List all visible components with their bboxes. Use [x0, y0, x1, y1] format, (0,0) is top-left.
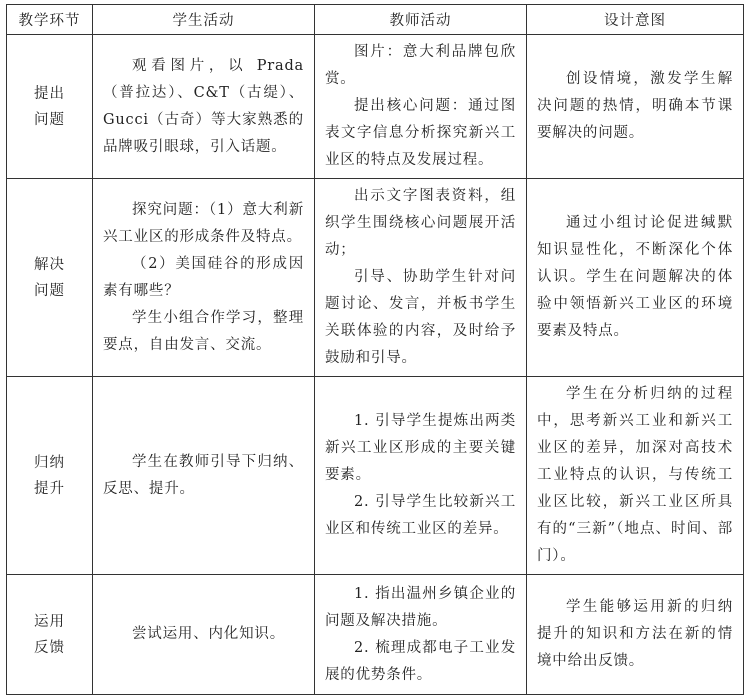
stage-cell — [7, 35, 93, 179]
design-intent-cell — [527, 35, 744, 179]
student-activity-cell — [93, 35, 315, 179]
paragraph: 学生小组合作学习，整理要点，自由发言、交流。 — [103, 309, 304, 353]
stage-line: 问题 — [34, 111, 65, 128]
stage-cell — [7, 377, 93, 575]
design-intent-cell — [527, 179, 744, 377]
paragraph: 2. 引导学生比较新兴工业区和传统工业区的差异。 — [325, 494, 516, 537]
header-design-intent: 设计意图 — [527, 5, 744, 35]
paragraph: 学生在分析归纳的过程中，思考新兴工业和新兴工业区的差异，加深对高技术工业特点的认识，与传统工业区比较，新兴工业区所具有的“三新”（地点、时间、部门）。 — [537, 386, 733, 564]
paragraph: 学生能够运用新的归纳提升的知识和方法在新的情境中给出反馈。 — [537, 599, 733, 669]
stage-line: 问题 — [34, 282, 65, 299]
stage-line: 归纳 — [34, 454, 65, 471]
paragraph: 提出核心问题：通过图表文字信息分析探究新兴工业区的特点及发展过程。 — [325, 98, 516, 168]
paragraph: 尝试运用、内化知识。 — [132, 626, 285, 642]
paragraph: 1. 指出温州乡镇企业的问题及解决措施。 — [325, 585, 516, 629]
paragraph: 创设情境，激发学生解决问题的热情，明确本节课要解决的问题。 — [537, 71, 733, 141]
stage-line: 运用 — [34, 613, 65, 630]
student-activity-cell — [93, 179, 315, 377]
header-row — [7, 5, 744, 35]
header-teacher-activity: 教师活动 — [315, 5, 527, 35]
table-row — [7, 575, 744, 695]
design-intent-cell — [527, 377, 744, 575]
stage-line: 解决 — [34, 256, 65, 273]
stage-cell — [7, 179, 93, 377]
paragraph: 观看图片，以 Prada（普拉达）、C&T（古缇）、Gucci（古奇）等大家熟悉的品牌吸引眼球，引入话题。 — [103, 57, 304, 155]
table-row — [7, 35, 744, 179]
student-activity-cell — [93, 377, 315, 575]
paragraph: 通过小组讨论促进缄默知识显性化，不断深化个体认识。学生在问题解决的体验中领悟新兴工业区的环境要素及特点。 — [537, 215, 733, 339]
stage-line: 提出 — [34, 85, 65, 102]
teacher-activity-cell — [315, 179, 527, 377]
table-row — [7, 377, 744, 575]
stage-cell — [7, 575, 93, 695]
header-student-activity: 学生活动 — [93, 5, 315, 35]
paragraph: 引导、协助学生针对问题讨论、发言，并板书学生关联体验的内容，及时给予鼓励和引导。 — [325, 269, 516, 366]
paragraph: （2）美国硅谷的形成因素有哪些？ — [103, 255, 304, 299]
lesson-table — [6, 4, 744, 695]
paragraph: 图片：意大利品牌包欣赏。 — [325, 44, 516, 87]
paragraph: 学生在教师引导下归纳、反思、提升。 — [103, 453, 304, 497]
lesson-plan — [6, 4, 744, 695]
student-activity-cell — [93, 575, 315, 695]
paragraph: 1. 引导学生提炼出两类新兴工业区形成的主要关键要素。 — [325, 413, 516, 483]
stage-line: 反馈 — [34, 639, 65, 656]
paragraph: 2. 梳理成都电子工业发展的优势条件。 — [325, 639, 516, 683]
header-stage: 教学环节 — [7, 5, 93, 35]
table-row — [7, 179, 744, 377]
teacher-activity-cell — [315, 575, 527, 695]
paragraph: 探究问题：（1）意大利新兴工业区的形成条件及特点。 — [103, 201, 304, 245]
paragraph: 出示文字图表资料，组织学生围绕核心问题展开活动； — [325, 188, 516, 258]
design-intent-cell — [527, 575, 744, 695]
stage-line: 提升 — [34, 480, 65, 497]
teacher-activity-cell — [315, 35, 527, 179]
teacher-activity-cell — [315, 377, 527, 575]
